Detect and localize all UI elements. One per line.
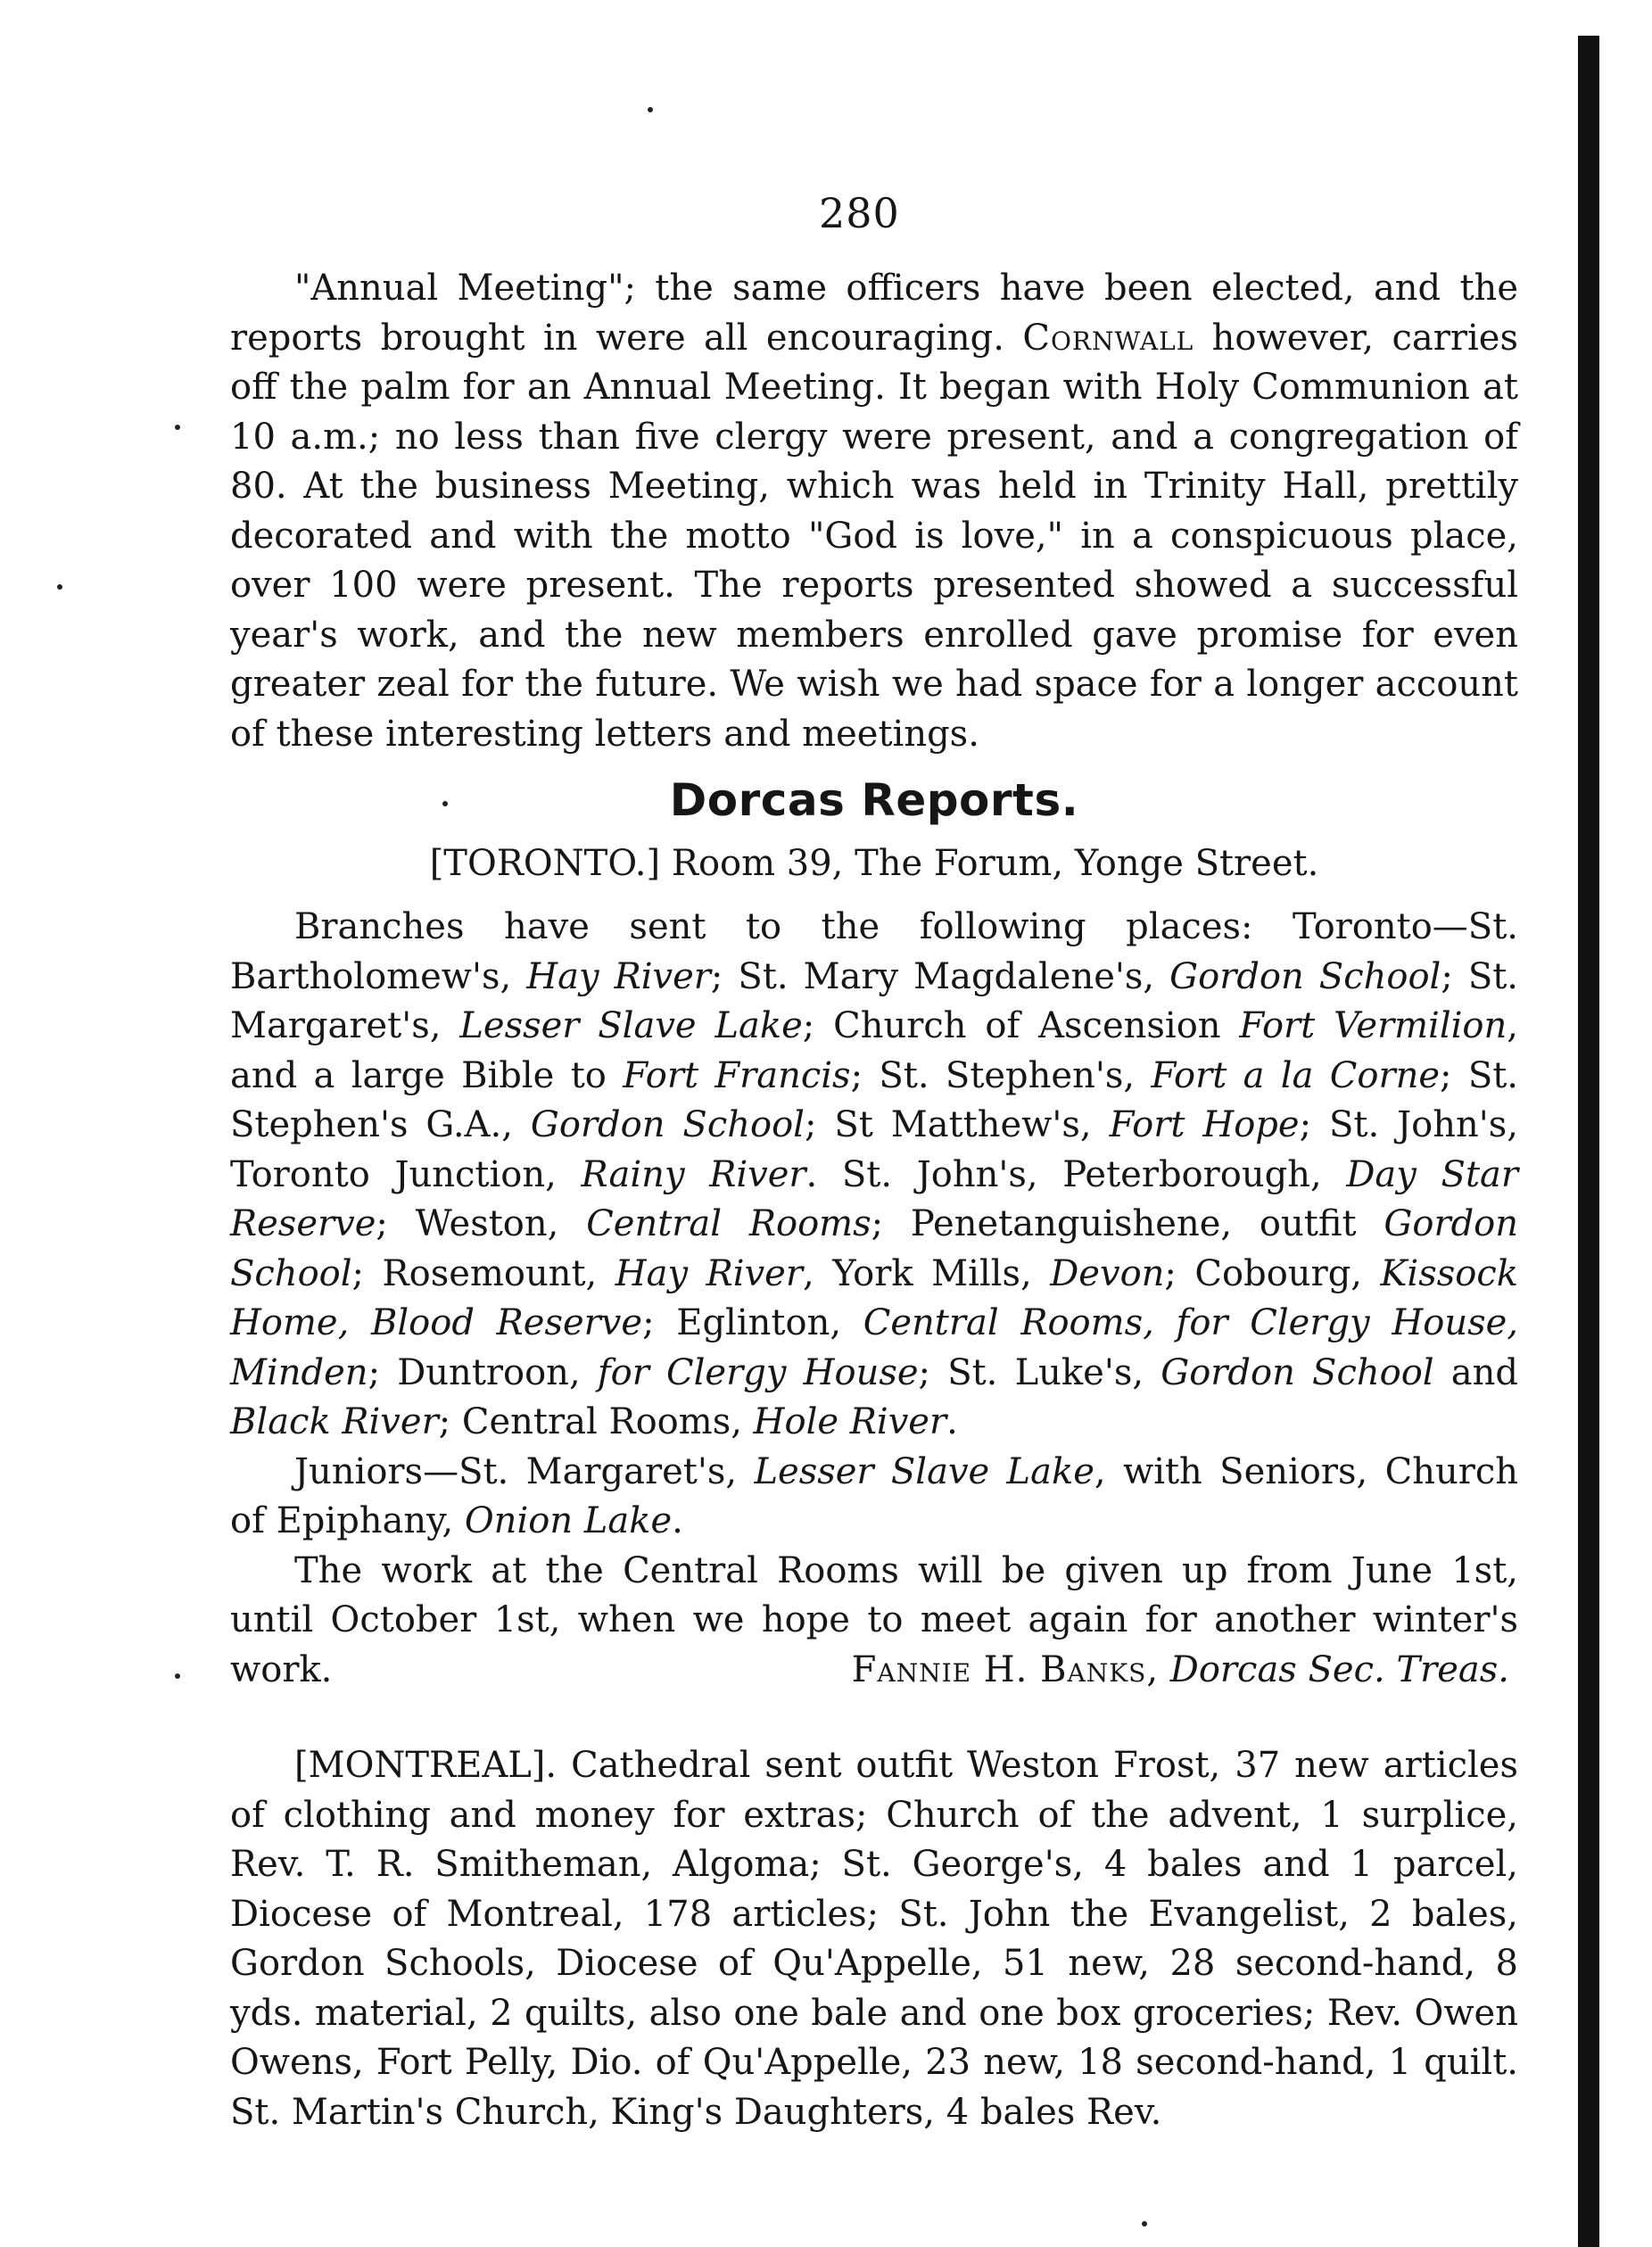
place-name: Fort Vermilion <box>1239 1005 1507 1046</box>
place-name: Hay River <box>526 955 711 997</box>
report-text: ; St. Luke's, <box>918 1351 1161 1393</box>
signature-name: Fannie H. Banks, <box>851 1649 1160 1690</box>
place-name: Fort Francis <box>623 1054 851 1096</box>
place-name: Gordon School <box>1161 1351 1434 1393</box>
place-name: Kissock Home, Blood Reserve <box>230 1252 1518 1343</box>
scan-speck <box>1142 2221 1147 2226</box>
report-text: , and a large Bible to <box>230 1005 1518 1096</box>
place-name: Devon <box>1050 1252 1165 1294</box>
scan-speck <box>57 584 62 590</box>
place-name: Central Rooms, for Clergy House, Minden <box>230 1302 1519 1393</box>
diocese-name: Cornwall <box>1022 317 1194 359</box>
intro-paragraph <box>230 264 1518 759</box>
place-name: for Clergy House <box>597 1351 919 1393</box>
section-heading: Dorcas Reports. <box>669 774 1079 826</box>
report-text: Juniors—St. Margaret's, <box>294 1450 755 1492</box>
report-text: ; Weston, <box>376 1203 587 1244</box>
place-name: Gordon School <box>530 1104 805 1145</box>
place-name: Black River <box>230 1401 439 1442</box>
binding-edge-shadow <box>1578 36 1599 2247</box>
place-name: Central Rooms <box>586 1203 871 1244</box>
report-text: , York Mills, <box>802 1252 1051 1294</box>
montreal-paragraph: [MONTREAL]. Cathedral sent outfit Weston Frost, 37 new articles of clothing and money for extras; Church of the advent, 1 surplice, Rev. T. R. Smitheman, Algoma; St. George's, 4 bales and 1 parcel, Diocese of Montreal, 178 articles; St. John the Evangelist, 2 bales, Gordon Schools, Diocese of Qu'Appelle, 51 new, 28 second-hand, 8 yds. material, 2 quilts, also one bale and one box groceries; Rev. Owen Owens, Fort Pelly, Dio. of Qu'Appelle, 23 new, 18 second-hand, 1 quilt. St. Martin's Church, King's Daughters, 4 bales Rev. <box>230 1745 1518 2133</box>
report-text: ; St. Stephen's, <box>850 1054 1152 1096</box>
place-name: Fort a la Corne <box>1151 1054 1441 1096</box>
report-text: ; Central Rooms, <box>438 1401 754 1442</box>
intro-text-a: "Annual Meeting"; the same officers have been elected, and the reports brought in were all encouraging. <box>230 268 1518 359</box>
report-text: ; Duntroon, <box>368 1351 598 1393</box>
scan-speck <box>175 425 180 430</box>
report-text: . St. John's, Peterborough, <box>805 1153 1347 1195</box>
place-name: Rainy River <box>581 1153 806 1195</box>
report-text: ; St. Stephen's G.A., <box>230 1054 1519 1145</box>
report-text: Branches have sent to the following places: Toronto—St. Bartholomew's, <box>230 906 1518 997</box>
place-name: Lesser Slave Lake <box>459 1005 803 1046</box>
report-text: . <box>672 1500 683 1541</box>
report-text: ; St. Mary Magdalene's, <box>710 955 1170 997</box>
central-rooms-text: The work at the Central Rooms will be given up from June 1st, until October 1st, when we hope to meet again for another winter's work. <box>230 1549 1518 1690</box>
signature-title: Dorcas Sec. Treas. <box>1169 1649 1509 1690</box>
report-text: ; St. Margaret's, <box>230 955 1519 1046</box>
report-text: ; St Matthew's, <box>804 1104 1110 1145</box>
place-name: Gordon School <box>230 1203 1519 1294</box>
place-name: Onion Lake <box>464 1500 673 1541</box>
toronto-report <box>230 903 1518 1696</box>
report-text: ; Church of Ascension <box>802 1005 1240 1046</box>
report-text: ; Eglinton, <box>642 1302 863 1343</box>
report-text: . <box>946 1401 958 1442</box>
toronto-branches-paragraph <box>230 903 1518 1448</box>
report-text: ; Rosemount, <box>351 1252 615 1294</box>
scan-speck <box>175 1673 180 1679</box>
report-text: ; Penetanguishene, outfit <box>871 1203 1384 1244</box>
page-number: 280 <box>819 189 900 237</box>
montreal-report <box>230 1741 1518 2137</box>
scan-speck <box>648 107 653 112</box>
place-name: Gordon School <box>1169 955 1441 997</box>
report-text: ; St. John's, Toronto Junction, <box>230 1104 1518 1195</box>
toronto-signature <box>230 1646 1518 1696</box>
intro-text <box>230 264 1518 759</box>
place-name: Hole River <box>753 1401 947 1442</box>
intro-text-b: however, carries off the palm for an Annual Meeting. It began with Holy Communion at 10 a.m.; no less than five clergy were present, and a congregation of 80. At the business Meeting, which was held in Trinity Hall, prettily decorated and with the motto "God is love," in a conspicuous place, over 100 were present. The reports presented showed a successful year's work, and the new members enrolled gave promise for even greater zeal for the future. We wish we had space for a longer account of these interesting letters and meetings. <box>230 317 1519 755</box>
place-name: Day Star Reserve <box>230 1153 1518 1244</box>
report-text: ; Cobourg, <box>1164 1252 1381 1294</box>
place-name: Lesser Slave Lake <box>754 1450 1094 1492</box>
report-text: , with Seniors, Church of Epiphany, <box>230 1450 1519 1541</box>
report-text: and <box>1433 1351 1518 1393</box>
toronto-juniors-paragraph <box>230 1448 1518 1547</box>
place-name: Fort Hope <box>1109 1104 1300 1145</box>
toronto-address-line: [TORONTO.] Room 39, The Forum, Yonge Street. <box>429 843 1319 884</box>
place-name: Hay River <box>615 1252 803 1294</box>
